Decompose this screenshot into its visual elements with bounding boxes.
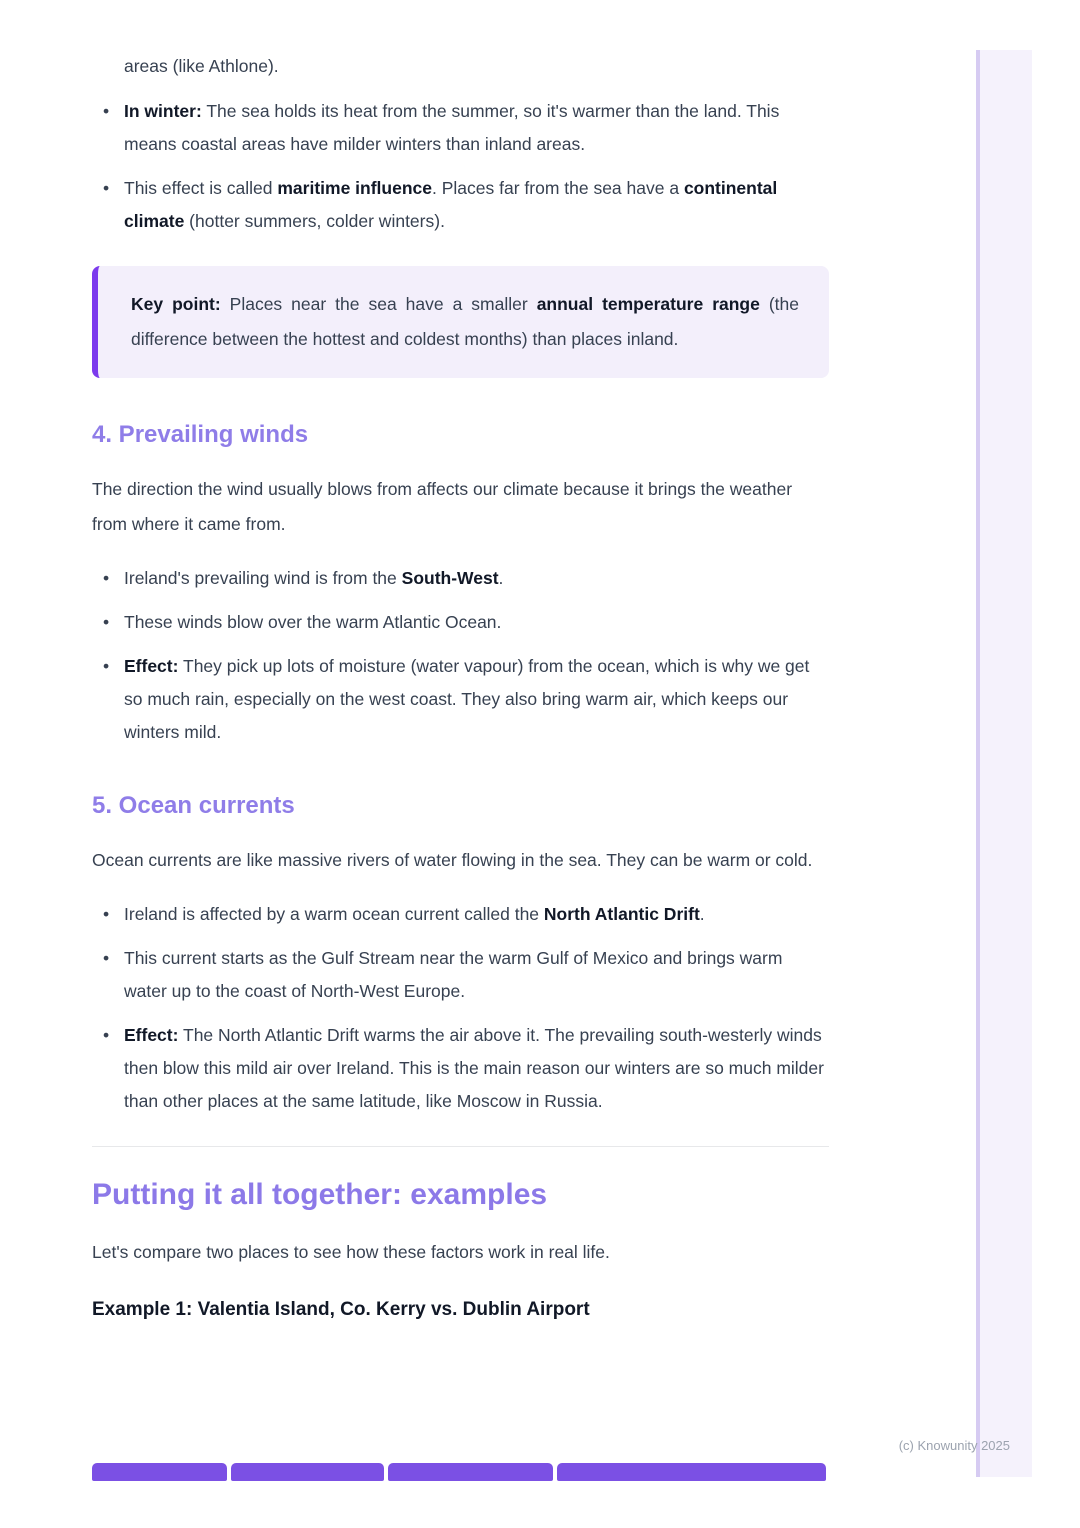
list-item: • Ireland's prevailing wind is from the South-West. [92,562,829,595]
list-item: • Effect: They pick up lots of moisture (water vapour) from the ocean, which is why we get so much rain, especially on the west coast. They also bring warm air, which keeps our winters mild. [92,650,829,749]
table-header-bar-segment [92,1463,227,1481]
section-heading-ocean-currents: 5. Ocean currents [92,792,295,819]
list-item: • These winds blow over the warm Atlantic Ocean. [92,606,829,639]
paragraph: Let's compare two places to see how these factors work in real life. [92,1242,610,1262]
ocean-currents-list [92,898,829,1118]
copyright-watermark: (c) Knowunity 2025 [898,1438,1010,1453]
table-header-bar-segment [231,1463,384,1481]
list-item: • Effect: The North Atlantic Drift warms the air above it. The prevailing south-westerly winds then blow this mild air over Ireland. This is the main reason our winters are so much milder than other places at the same latitude, like Moscow in Russia. [92,1019,829,1118]
list-item: • This current starts as the Gulf Stream near the warm Gulf of Mexico and brings warm water up to the coast of North-West Europe. [92,942,829,1008]
table-header-bar-segment [557,1463,826,1481]
paragraph: The direction the wind usually blows from affects our climate because it brings the weather from where it came from. [92,479,793,534]
paragraph: Ocean currents are like massive rivers of water flowing in the sea. They can be warm or cold. [92,850,813,870]
maritime-influence-list [92,95,829,238]
document-content [92,0,829,1322]
page-title-examples: Putting it all together: examples [92,1178,548,1211]
page-edge-strip [976,50,1032,1477]
list-item: • Ireland is affected by a warm ocean current called the North Atlantic Drift. [92,898,829,931]
list-item: • In winter: The sea holds its heat from the summer, so it's warmer than the land. This means coastal areas have milder winters than inland areas. [92,95,829,161]
list-item: • This effect is called maritime influence. Places far from the sea have a continental climate (hotter summers, colder winters). [92,172,829,238]
example-1-heading: Example 1: Valentia Island, Co. Kerry vs. Dublin Airport [92,1299,590,1320]
table-header-bar [92,1463,826,1481]
key-point-callout: Key point: Places near the sea have a smaller annual temperature range (the difference between the hottest and coldest months) than places inland. [92,266,829,378]
table-header-bar-segment [388,1463,553,1481]
section-divider [92,1146,829,1147]
continuation-text: areas (like Athlone). [124,56,279,76]
prevailing-winds-list [92,562,829,749]
section-heading-prevailing-winds: 4. Prevailing winds [92,421,309,448]
